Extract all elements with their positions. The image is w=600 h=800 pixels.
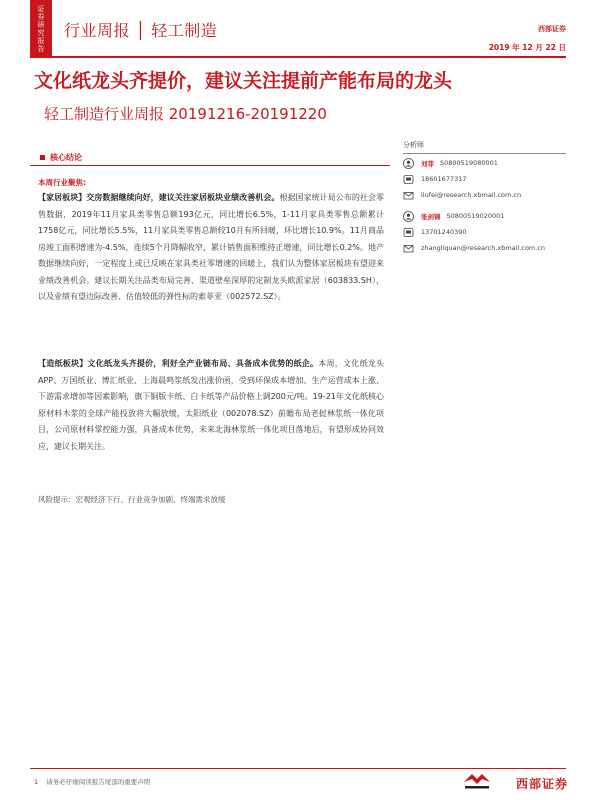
page-subtitle: 轻工制造行业周报 20191216-20191220 (44, 105, 327, 123)
person-icon (403, 211, 414, 222)
page-number: 1 (34, 778, 39, 786)
analyst-email-row (403, 241, 566, 255)
bullet-square-icon (40, 155, 45, 160)
disclaimer-text: 请务必仔细阅读报告尾部的重要声明 (46, 778, 151, 786)
brand-name-large: 西部证券 (515, 777, 568, 791)
header-divider (30, 56, 566, 58)
report-header (30, 0, 566, 56)
vertical-tag: 证 券 研 究 报 告 (30, 0, 52, 56)
analyst-phone: 18601677317 (421, 175, 467, 183)
report-date: 2019 年 12 月 22 日 (488, 43, 566, 52)
key-conclusion-heading: 核心结论 (30, 152, 390, 166)
report-type: 行业周报 │ 轻工制造 (64, 21, 218, 40)
analyst-email-row (403, 188, 566, 202)
analyst-email[interactable]: zhangliquan@research.xbmail.com.cn (421, 244, 546, 252)
phone-icon (403, 227, 414, 238)
analyst-heading: 分析师 (403, 140, 566, 154)
analyst-row (403, 156, 566, 170)
phone-icon (403, 174, 414, 185)
brand-name-small: 西部证券 (538, 25, 566, 33)
paper-body: 本周，文化纸龙头APP、万国纸业、博汇纸业、上海晨鸣浆纸发出涨价函，受到环保成本增加、生产运营成本上涨、下游需求增加等因素影响，旗下铜版卡纸、白卡纸等产品价格上调200元/吨。19-21年文化纸核心原材料木浆的全球产能投放将大幅放缓，太阳纸业（002078.SZ）前瞻布局老挝林浆纸一体化项目，公司原材料掌控能力强，具备成本优势，未来北海林浆纸一体化项目落地后，有望形成协同效应，建议长期关注。 (38, 359, 385, 451)
person-icon (403, 158, 414, 169)
analyst-name: 刘菲 (421, 159, 434, 168)
page-footer (34, 777, 150, 786)
risk-warning: 风险提示：宏观经济下行、行业竞争加剧、终端需求放缓 (38, 495, 226, 504)
furniture-body: 根据国家统计局公布的社会零售数据，2019年11月家具类零售总额193亿元，同比增长6.5%，1-11月家具类零售总额累计1758亿元，同比增长5.5%，11月家具类零售总额较10月有所回暖，环比增长10.9%。11月商品房竣工面积增速为-4.5%，连续5个月降幅收窄，累计销售面积维持正增速，同比增长0.2%。地产数据继续向好，一定程度上或已反映在家具类社零增速的回暖上，我们认为整体家居板块有望迎来业绩改善机会。建议长期关注品类布局完善、渠道壁垒深厚的定制龙头欧派家居（603833.SH），以及业绩有望边际改善、估值较低的弹性标的索菲亚（002572.SZ）。 (38, 193, 385, 301)
email-icon (403, 243, 414, 254)
email-icon (403, 190, 414, 201)
furniture-paragraph (38, 190, 384, 306)
page-title: 文化纸龙头齐提价，建议关注提前产能布局的龙头 (34, 70, 453, 92)
analyst-sidebar (403, 140, 566, 255)
analyst-name: 张剑锦 (421, 212, 441, 221)
paper-paragraph (38, 356, 384, 455)
analyst-email[interactable]: liufei@research.xbmail.com.cn (421, 191, 522, 199)
weekly-focus-label: 本周行业聚焦: (38, 178, 86, 187)
paper-lead: 【造纸板块】文化纸龙头齐提价，利好全产业链布局、具备成本优势的纸企。 (38, 359, 319, 368)
western-securities-logo-icon (462, 770, 492, 792)
analyst-phone-row (403, 172, 566, 186)
analyst-cert: S0800519020001 (446, 212, 505, 220)
analyst-row (403, 209, 566, 223)
footer-divider (30, 768, 566, 769)
analyst-phone: 13701240390 (421, 228, 467, 236)
analyst-cert: S0800519080001 (440, 159, 498, 167)
furniture-lead: 【家居板块】交房数据继续向好，建议关注家居板块业绩改善机会。 (38, 193, 280, 202)
analyst-phone-row (403, 225, 566, 239)
